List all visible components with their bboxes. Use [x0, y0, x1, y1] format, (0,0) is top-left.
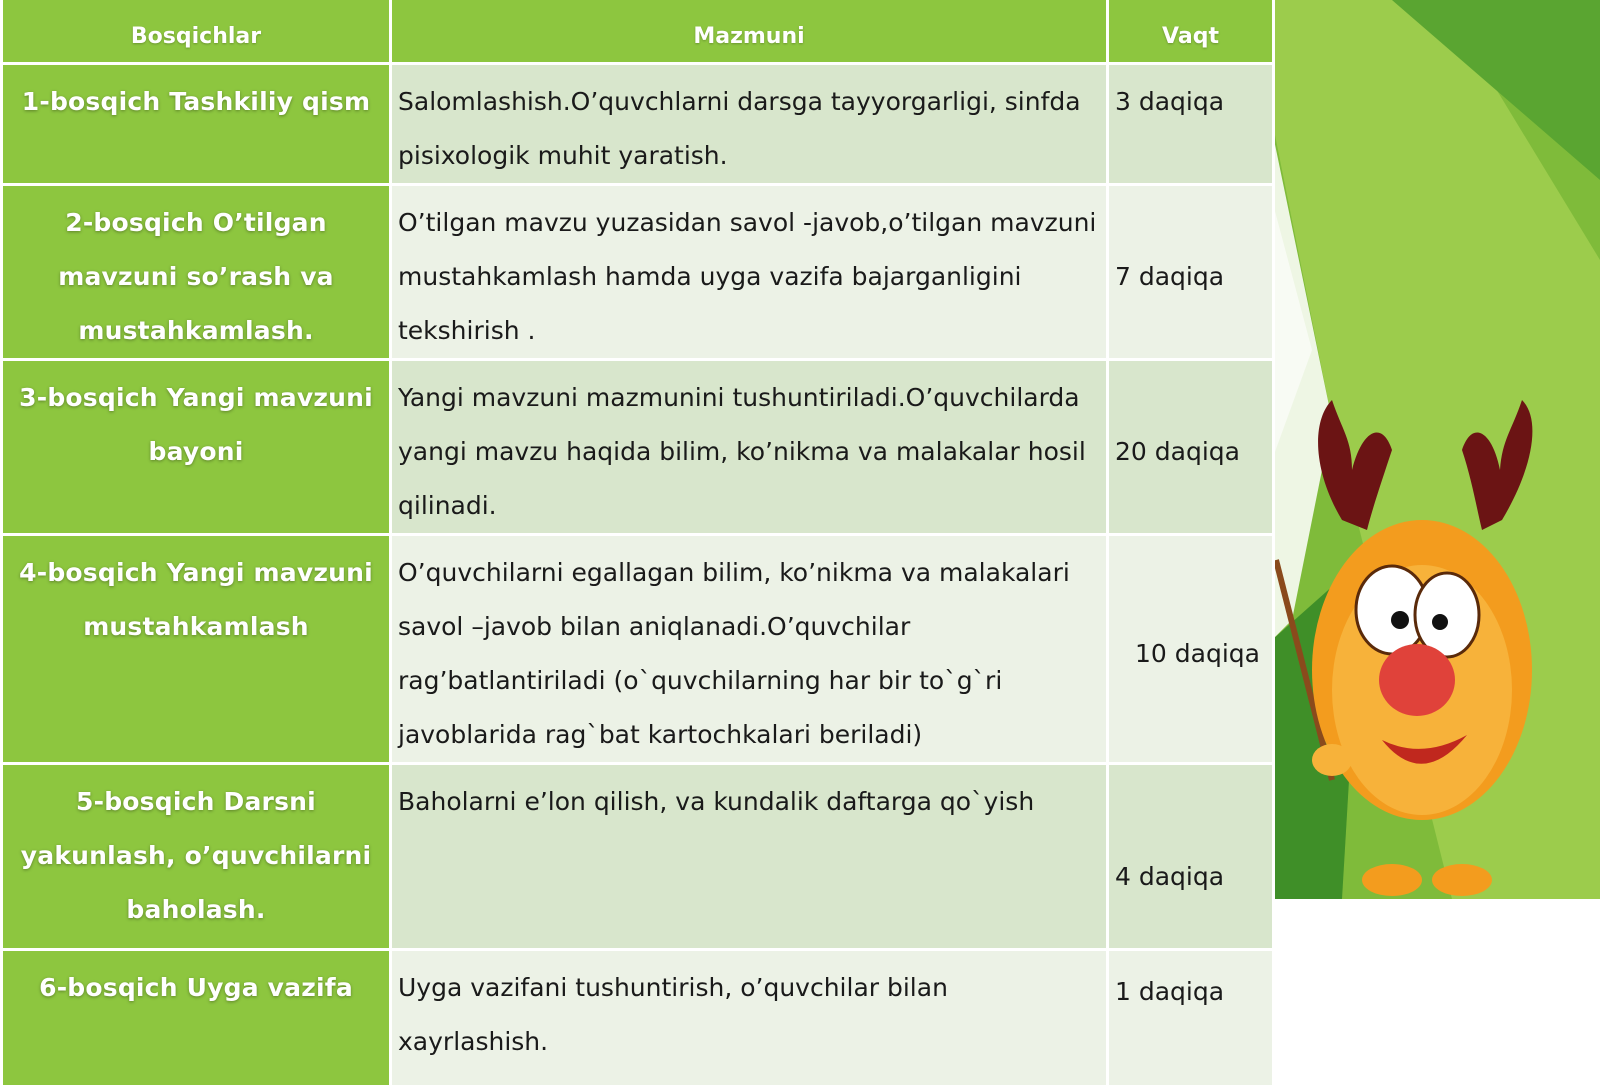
header-time: Vaqt — [1108, 0, 1274, 64]
time-cell: 3 daqiqa — [1108, 64, 1274, 185]
time-cell: 7 daqiqa — [1108, 185, 1274, 360]
content-cell: Baholarni e’lon qilish, va kundalik daftarga qo`yish — [391, 764, 1108, 950]
content-cell: Yangi mavzuni mazmunini tushuntiriladi.O’quvchilarda yangi mavzu haqida bilim, ko’nikma va malakalar hosil qilinadi. — [391, 360, 1108, 535]
table-row — [2, 950, 1274, 1087]
table-row — [2, 64, 1274, 185]
header-content: Mazmuni — [391, 0, 1108, 64]
content-cell: Salomlashish.O’quvchlarni darsga tayyorgarligi, sinfda pisixologik muhit yaratish. — [391, 64, 1108, 185]
time-cell: 20 daqiqa — [1108, 360, 1274, 535]
table-row — [2, 360, 1274, 535]
time-cell: 1 daqiqa — [1108, 950, 1274, 1087]
stage-cell: 4-bosqich Yangi mavzuni mustahkamlash — [2, 535, 391, 764]
green-wave-background — [1272, 0, 1600, 899]
table-row — [2, 185, 1274, 360]
header-stages: Bosqichlar — [2, 0, 391, 64]
content-cell: O’tilgan mavzu yuzasidan savol -javob,o’tilgan mavzuni mustahkamlash hamda uyga vazifa bajarganligini tekshirish . — [391, 185, 1108, 360]
table-header-row — [2, 0, 1274, 64]
time-cell: 4 daqiqa — [1108, 764, 1274, 950]
stage-cell: 6-bosqich Uyga vazifa — [2, 950, 391, 1087]
content-cell: O’quvchilarni egallagan bilim, ko’nikma va malakalari savol –javob bilan aniqlanadi.O’quvchilar rag’batlantiriladi (o`quvchilarning har bir to`g`ri javoblarida rag`bat kartochkalari beriladi) — [391, 535, 1108, 764]
table-row — [2, 535, 1274, 764]
content-cell: Uyga vazifani tushuntirish, o’quvchilar bilan xayrlashish. — [391, 950, 1108, 1087]
stage-cell: 1-bosqich Tashkiliy qism — [2, 64, 391, 185]
table-row — [2, 764, 1274, 950]
stage-cell: 5-bosqich Darsni yakunlash, o’quvchilarni baholash. — [2, 764, 391, 950]
slide-decoration — [1272, 0, 1600, 899]
time-cell: 10 daqiqa — [1108, 535, 1274, 764]
stage-cell: 3-bosqich Yangi mavzuni bayoni — [2, 360, 391, 535]
stage-cell: 2-bosqich O’tilgan mavzuni so’rash va mustahkamlash. — [2, 185, 391, 360]
